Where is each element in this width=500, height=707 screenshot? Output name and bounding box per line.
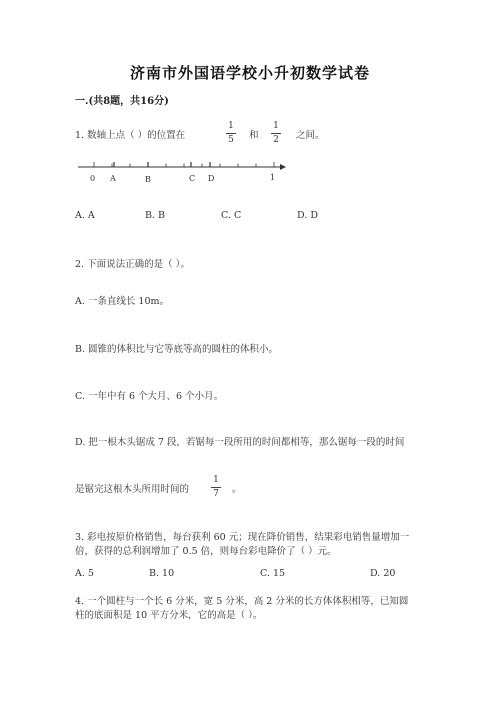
q3-option-c: C. 15 bbox=[260, 568, 286, 579]
q1-option-b: B. B bbox=[145, 210, 166, 221]
fraction-bar bbox=[226, 133, 236, 134]
q1-and: 和 bbox=[249, 130, 259, 141]
q2-option-c: C. 一年中有 6 个大月、6 个小月。 bbox=[75, 391, 224, 402]
q2-option-d-line1: D. 把一根木头锯成 7 段，若锯每一段所用的时间都相等，那么锯每一段的时间 bbox=[75, 437, 405, 448]
q1-stem-part1: 1. 数轴上点（ ）的位置在 bbox=[75, 130, 186, 141]
q1-frac2-denominator: 2 bbox=[273, 135, 279, 145]
q3-stem-line1: 3. 彩电按原价格销售，每台获利 60 元；现在降价销售，结果彩电销售量增加一 bbox=[75, 532, 410, 543]
numberline-label-d: D bbox=[208, 174, 215, 183]
number-line-ticks bbox=[94, 162, 274, 167]
q1-frac1-numerator: 1 bbox=[228, 121, 234, 131]
q2-option-a: A. 一条直线长 10m。 bbox=[75, 296, 170, 307]
q3-option-b: B. 10 bbox=[149, 568, 175, 579]
fraction-bar bbox=[271, 133, 281, 134]
q2-stem: 2. 下面说法正确的是（ ）。 bbox=[75, 259, 190, 270]
q2-option-d-end: 。 bbox=[232, 484, 242, 495]
section-heading: 一.(共8题，共16分) bbox=[75, 96, 169, 107]
fraction-bar bbox=[211, 487, 221, 488]
numberline-label-c: C bbox=[189, 174, 196, 183]
number-line bbox=[70, 158, 290, 190]
q1-option-a: A. A bbox=[75, 210, 95, 221]
q1-option-d: D. D bbox=[297, 210, 318, 221]
q4-stem-line1: 4. 一个圆柱与一个长 6 分米，宽 5 分米，高 2 分米的长方体体积相等，已知圆 bbox=[75, 596, 409, 607]
numberline-label-a: A bbox=[110, 174, 116, 183]
q2-fraction bbox=[209, 475, 223, 500]
q1-fraction-1 bbox=[224, 121, 238, 146]
numberline-label-1: 1 bbox=[270, 173, 276, 182]
q1-frac1-denominator: 5 bbox=[228, 135, 234, 145]
q2-frac-denominator: 7 bbox=[213, 489, 219, 499]
number-line-arrow bbox=[280, 164, 286, 170]
q3-option-d: D. 20 bbox=[370, 568, 396, 579]
q1-frac2-numerator: 1 bbox=[273, 121, 279, 131]
q2-frac-numerator: 1 bbox=[213, 475, 219, 485]
q1-stem-part2: 之间。 bbox=[296, 130, 325, 141]
q1-option-c: C. C bbox=[221, 210, 242, 221]
q1-fraction-2 bbox=[269, 121, 283, 146]
q2-option-d-line2: 是锯完这根木头所用时间的 bbox=[75, 484, 190, 495]
q2-option-b: B. 圆锥的体积比与它等底等高的圆柱的体积小。 bbox=[75, 344, 279, 355]
page-title: 济南市外国语学校小升初数学试卷 bbox=[129, 64, 370, 82]
q4-stem-line2: 柱的底面积是 10 平方分米，它的高是（ ）。 bbox=[75, 610, 263, 621]
numberline-label-b: B bbox=[145, 175, 151, 184]
numberline-label-0: 0 bbox=[90, 174, 96, 183]
q3-stem-line2: 倍，获得的总利润增加了 0.5 倍，则每台彩电降价了（ ）元。 bbox=[75, 546, 337, 557]
q3-option-a: A. 5 bbox=[75, 568, 94, 579]
